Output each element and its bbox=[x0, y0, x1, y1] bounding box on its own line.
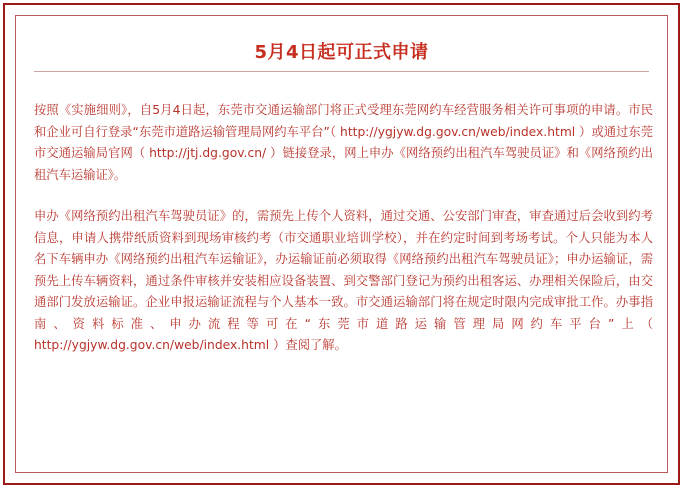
paragraph-application-channels: 按照《实施细则》，自5月4日起，东莞市交通运输部门将正式受理东莞网约车经营服务相关许可事项的申请。市民和企业可自行登录“东莞市道路运输管理局网约车平台”（ http://ygjyw.dg.gov.cn/web/index.html ）或通过东莞市交通运输局官网（ http://jtj.dg.gov.cn/ ）链接登录，网上申办《网络预约出租汽车驾驶员证》和《网络预约出租汽车运输证》。 bbox=[34, 103, 653, 182]
notice-title: 5月4日起可正式申请 bbox=[254, 42, 429, 63]
notice-body bbox=[34, 100, 653, 357]
notice-inner-border bbox=[15, 15, 668, 473]
notice-frame bbox=[3, 3, 680, 485]
title-divider bbox=[34, 71, 649, 72]
paragraph-application-process: 申办《网络预约出租汽车驾驶员证》的，需预先上传个人资料，通过交通、公安部门审查，审查通过后会收到约考信息，申请人携带纸质资料到现场审核约考（市交通职业培训学校），并在约定时间到考场考试。个人只能为本人名下车辆申办《网络预约出租汽车运输证》，办运输证前必须取得《网络预约出租汽车驾驶员证》；申办运输证，需预先上传车辆资料，通过条件审核并安装相应设备装置、到交警部门登记为预约出租客运、办理相关保险后，由交通部门发放运输证。企业申报运输证流程与个人基本一致。市交通运输部门将在规定时限内完成审批工作。办事指南、资料标准、申办流程等可在“东莞市道路运输管理局网约车平台”上（ http://ygjyw.dg.gov.cn/web/index.html ）查阅了解。 bbox=[34, 209, 653, 352]
